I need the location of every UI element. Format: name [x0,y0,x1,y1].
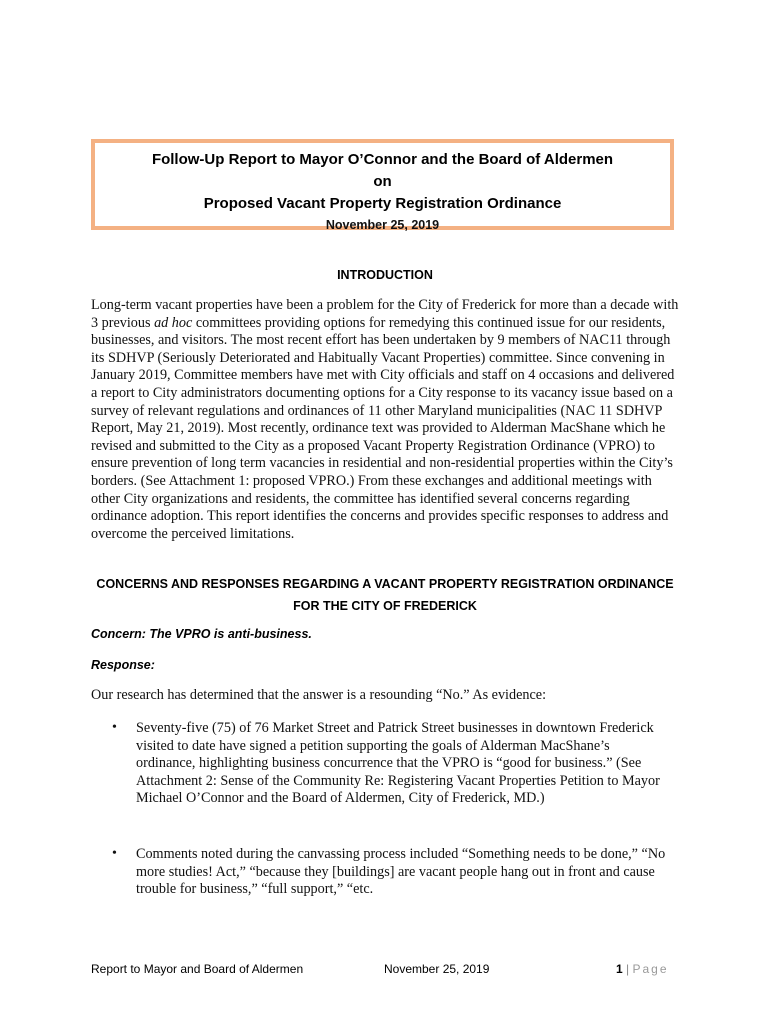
page-word: Page [632,962,669,976]
footer-separator: | [626,962,630,976]
page-number: 1 [616,962,623,976]
concerns-heading-line2: FOR THE CITY OF FREDERICK [293,599,477,613]
response-intro: Our research has determined that the answer is a resounding “No.” As evidence: [91,687,547,703]
bullet-symbol: • [112,720,117,735]
footer-date: November 25, 2019 [384,962,490,976]
intro-text-italic: ad hoc [154,314,193,331]
concern-label: Concern: The VPRO is anti-business. [91,627,312,641]
intro-text-part2: committees providing options for remedying this continued issue for our residents, businesses, and visitors. The most recent effort has been undertaken by 9 members of NAC11 through its SDHVP (Seriously Deteriorated and Habitually Vacant Properties) committee. Since convening in January 2019, Committee members have met with City officials and staff on 4 occasions and delivered a report to City administrators documenting options for a City response to its vacancy issue based on a survey of relevant regulations and ordinances of 11 other Maryland municipalities (NAC 11 SDHVP Report, May 21, 2019). Most recently, ordinance text was provided to Alderman MacShane which he revised and submitted to the City as a proposed Vacant Property Registration Ordinance (VPRO) to ensure prevention of long term vacancies in residential and non-residential properties within the City’s borders. (See Attachment 1: proposed VPRO.) From these exchanges and additional meetings with other City organizations and residents, the committee has identified several concerns regarding ordinance adoption. This report identifies the concerns and provides specific responses to address and overcome the perceived limitations. [91,314,675,542]
report-title-box [91,139,674,230]
introduction-paragraph [91,297,681,543]
report-title-line3: Proposed Vacant Property Registration Ordinance [203,195,562,212]
report-title-line1: Follow-Up Report to Mayor O’Connor and the Board of Aldermen [151,151,614,168]
bullet-item: Seventy-five (75) of 76 Market Street and Patrick Street businesses in downtown Frederick visited to date have signed a petition supporting the goals of Alderman MacShane’s ordinance, highlighting business concurrence that the VPRO is “good for business.” (See Attachment 2: Sense of the Community Re: Registering Vacant Properties Petition to Mayor Michael O’Connor and the Board of Aldermen, City of Frederick, MD.) [136,720,660,807]
report-date: November 25, 2019 [325,218,440,232]
intro-text-part1: Long-term vacant properties have been a problem for the City of Frederick for more than a decade with 3 previous [91,297,679,331]
bullet-symbol: • [112,846,117,861]
report-title-line2: on [373,173,392,190]
introduction-heading: INTRODUCTION [337,268,433,282]
footer-page [616,962,669,976]
response-label: Response: [91,658,155,672]
bullet-item: Comments noted during the canvassing process included “Something needs to be done,” “No more studies! Act,” “because they [buildings] are vacant people hang out in front and cause trouble for business,” “full support,” “etc. [136,846,666,898]
concerns-heading-line1: CONCERNS AND RESPONSES REGARDING A VACANT PROPERTY REGISTRATION ORDINANCE [96,577,674,591]
footer-left: Report to Mayor and Board of Aldermen [91,962,304,976]
